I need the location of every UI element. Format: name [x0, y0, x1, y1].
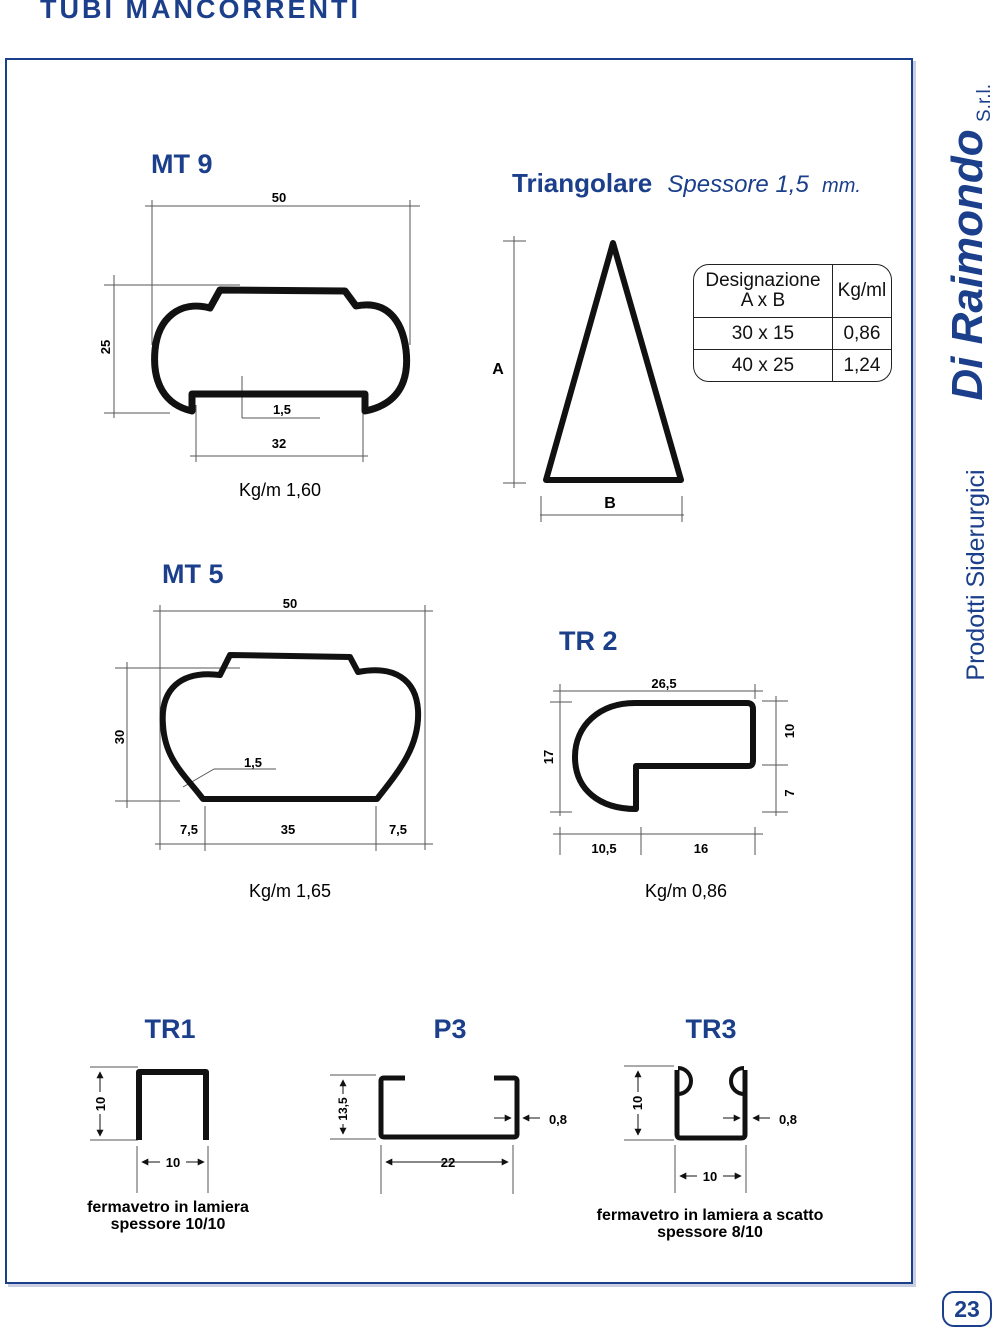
mt5-dim-height: 30 — [112, 729, 127, 745]
page-number: 23 — [942, 1291, 992, 1327]
mt5-dim-thickness: 1,5 — [243, 755, 263, 770]
triangolare-title-name: Triangolare — [512, 168, 653, 198]
p3-profile — [381, 1078, 517, 1137]
tr1-dim-height: 10 — [93, 1096, 108, 1112]
mt9-dimension-lines — [104, 200, 420, 462]
page-title: TUBI MANCORRENTI — [40, 0, 361, 24]
tr2-weight: Kg/m 0,86 — [644, 881, 728, 901]
brand-tagline: Prodotti Siderurgici — [962, 469, 990, 681]
tr2-dim-right: 16 — [693, 841, 709, 856]
tr3-right-clip — [731, 1068, 744, 1094]
mt9-dim-bottom: 32 — [271, 436, 287, 451]
p3-dim-thickness: 0,8 — [548, 1112, 568, 1127]
tr1-dimension-lines — [90, 1067, 208, 1193]
mt5-profile — [163, 655, 418, 799]
mt9-profile — [155, 290, 407, 411]
spec-table-header — [694, 265, 891, 318]
mt5-dim-mid: 35 — [280, 822, 296, 837]
mt5-dim-width: 50 — [282, 596, 298, 611]
p3-dim-height: 13,5 — [336, 1097, 350, 1121]
tr1-caption-line2: spessore 10/10 — [110, 1216, 226, 1233]
triangolare-spec-table — [693, 264, 892, 382]
triangolare-label-a: A — [492, 361, 504, 378]
table-row — [694, 350, 891, 381]
triangolare-title-unit: mm. — [822, 175, 861, 197]
mt9-title: MT 9 — [151, 149, 213, 179]
tr2-dim-top: 10 — [782, 723, 797, 739]
tr3-caption-line1: fermavetro in lamiera a scatto — [596, 1207, 824, 1224]
tr3-dim-thickness: 0,8 — [778, 1112, 798, 1127]
spec-weight-cell: 0,86 — [833, 318, 891, 350]
brand-suffix: S.r.l. — [974, 83, 995, 123]
tr1-profile — [139, 1072, 206, 1140]
spec-col-designation — [694, 265, 833, 318]
tr3-profile — [677, 1070, 745, 1138]
tr2-dim-bottom: 7 — [782, 789, 797, 797]
mt5-weight: Kg/m 1,65 — [248, 881, 332, 901]
p3-dim-width: 22 — [440, 1155, 456, 1170]
tr3-caption-line2: spessore 8/10 — [657, 1224, 763, 1241]
tr2-dim-left: 10,5 — [591, 841, 617, 856]
tr2-dim-width: 26,5 — [651, 676, 677, 691]
spec-col-designation-line2: A x B — [740, 290, 786, 311]
tr1-dim-width: 10 — [165, 1155, 181, 1170]
triangolare-profile — [546, 243, 681, 480]
mt9-dim-thickness: 1,5 — [272, 402, 292, 417]
tr3-dim-height: 10 — [630, 1095, 645, 1111]
p3-title: P3 — [433, 1014, 467, 1044]
spec-size-cell: 40 x 25 — [694, 350, 833, 381]
tr1-title: TR1 — [144, 1014, 196, 1044]
tr2-profile — [575, 703, 753, 809]
tr3-left-clip — [678, 1068, 691, 1094]
tr2-title: TR 2 — [559, 626, 618, 656]
spec-weight-cell: 1,24 — [843, 354, 881, 376]
table-row — [694, 318, 891, 350]
spec-col-designation-line1: Designazione — [705, 270, 821, 291]
mt9-dim-height: 25 — [98, 339, 113, 355]
tr2-dim-height: 17 — [541, 749, 556, 765]
tr3-dim-width: 10 — [702, 1169, 718, 1184]
triangolare-label-b: B — [604, 495, 616, 512]
tr1-caption-line1: fermavetro in lamiera — [87, 1199, 249, 1216]
mt9-dim-width: 50 — [271, 190, 287, 205]
triangolare-title — [512, 168, 861, 198]
mt9-weight: Kg/m 1,60 — [238, 480, 322, 500]
mt5-dim-left: 7,5 — [179, 822, 199, 837]
tr3-title: TR3 — [685, 1014, 737, 1044]
mt5-dim-right: 7,5 — [388, 822, 408, 837]
spec-size-cell: 30 x 15 — [694, 318, 833, 350]
triangolare-title-thickness: Spessore 1,5 — [667, 171, 809, 198]
spec-col-weight: Kg/ml — [833, 265, 891, 318]
mt5-title: MT 5 — [162, 559, 224, 589]
brand-company: Di Raimondo — [943, 129, 992, 401]
